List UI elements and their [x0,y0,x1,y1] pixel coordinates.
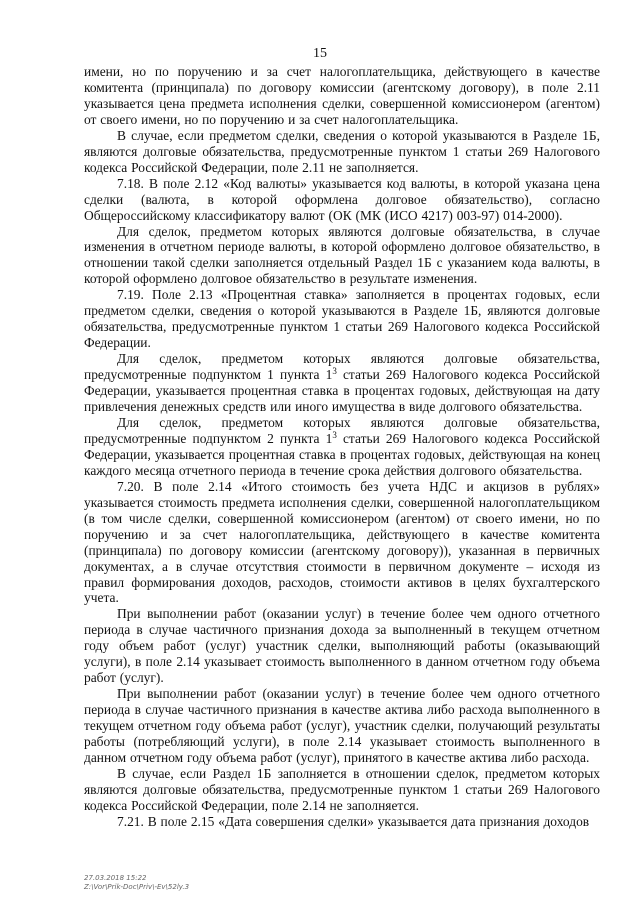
paragraph-text: Для сделок, предметом которых являются долговые обязательства, предусмотренные подпунктом 2 пункта 1 [84,414,600,446]
paragraph-5 [84,287,600,351]
paragraph-text: Для сделок, предметом которых являются долговые обязательства, в случае изменения в отчетном периоде валюты, в которой оформлено долговое обязательство, в отношении такой сделки заполняется отдельный Раздел 1Б с указанием кода валюты, в которой оформлено долговое обязательство в результате изменения. [84,223,600,287]
paragraph-text: В случае, если предметом сделки, сведения о которой указываются в Разделе 1Б, являются долговые обязательства, предусмотренные пунктом 1 статьи 269 Налогового кодекса Российской Федерации, поле 2.11 не заполняется. [84,127,600,175]
paragraph-2 [84,128,600,176]
paragraph-text: 7.20. В поле 2.14 «Итого стоимость без учета НДС и акцизов в рублях» указывается стоимость предмета исполнения сделки, совершенной налогоплательщиком (в том числе сделки, совершенной комиссионером (агентом) от своего имени, но по поручению и за счет налогоплательщика, действующего в качестве комитента (принципала) по договору комиссии (агентскому договору)), указанная в первичных документах, а в случае отсутствия стоимости в первичном документе – исходя из правил формирования доходов, расходов, стоимости активов в целях бухгалтерского учета. [84,478,600,606]
paragraph-text: Для сделок, предметом которых являются долговые обязательства, предусмотренные подпунктом 1 пункта 1 [84,351,600,383]
superscript: 3 [332,366,337,377]
paragraph-text: При выполнении работ (оказании услуг) в течение более чем одного отчетного периода в случае частичного признания в качестве актива либо расхода выполненного в текущем отчетном году объема работ (услуг), участник сделки, получающий результаты работы (потребляющий услуги), в поле 2.14 указывает стоимость выполненного в данном отчетном году объема работ (услуг), принятого в качестве актива либо расхода. [84,686,600,765]
paragraph-10 [84,686,600,766]
paragraph-text: 7.21. В поле 2.15 «Дата совершения сделки» указывается дата признания доходов [117,813,590,829]
paragraph-4 [84,224,600,288]
page-number: 15 [313,46,327,61]
paragraph-text: имени, но по поручению и за счет налогоплательщика, действующего в качестве комитента (принципала) по договору комиссии (агентскому договору), в поле 2.11 указывается цена предмета исполнения сделки, совершенной комиссионером (агентом) от своего имени, но по поручению и за счет налогоплательщика. [84,64,600,127]
paragraph-6 [84,351,600,415]
footer-timestamp: 27.03.2018 15:22 [84,874,147,882]
paragraph-text: При выполнении работ (оказании услуг) в течение более чем одного отчетного периода в случае частичного признания дохода за выполненный в текущем отчетном году объем работ (услуг) участник сделки, выполняющий работы (оказывающий услуги), в поле 2.14 указывает стоимость выполненного в данном отчетном году объема работ (услуг). [84,606,600,686]
paragraph-3 [84,176,600,224]
paragraph-11 [84,766,600,814]
paragraph-12 [84,814,600,830]
paragraph-7 [84,415,600,479]
paragraph-1 [84,64,600,128]
paragraph-text: 7.19. Поле 2.13 «Процентная ставка» заполняется в процентах годовых, если предметом сделки, сведения о которой указываются в Разделе 1Б, являются долговые обязательства, предусмотренные пунктом 1 статьи 269 Налогового кодекса Российской Федерации. [84,287,600,351]
document-footer [84,874,189,892]
paragraph-8 [84,479,600,607]
superscript: 3 [332,429,337,440]
paragraph-text: статьи 269 Налогового кодекса Российской Федерации, указывается процентная ставка в процентах годовых, действующая на дату привлечения денежных средств или иного имущества в виде долгового обязательства. [84,367,600,415]
paragraph-text: В случае, если Раздел 1Б заполняется в отношении сделок, предметом которых являются долговые обязательства, предусмотренные пунктом 1 статьи 269 Налогового кодекса Российской Федерации, поле 2.14 не заполняется. [84,765,600,813]
paragraph-text: статьи 269 Налогового кодекса Российской Федерации, указывается процентная ставка в процентах годовых, действующая на конец каждого месяца отчетного периода в течение срока действия долгового обязательства. [84,430,600,478]
footer-file-path: Z:\Vor\Prik-Doc\Priv\-Ev\52ly.3 [84,883,190,891]
document-body [84,64,600,830]
paragraph-text: 7.18. В поле 2.12 «Код валюты» указывается код валюты, в которой указана цена сделки (валюта, в которой оформлена долговое обязательство), согласно Общероссийскому классификатору валют (ОК (МК (ИСО 4217) 003-97) 014-2000). [84,175,600,223]
paragraph-9 [84,606,600,686]
